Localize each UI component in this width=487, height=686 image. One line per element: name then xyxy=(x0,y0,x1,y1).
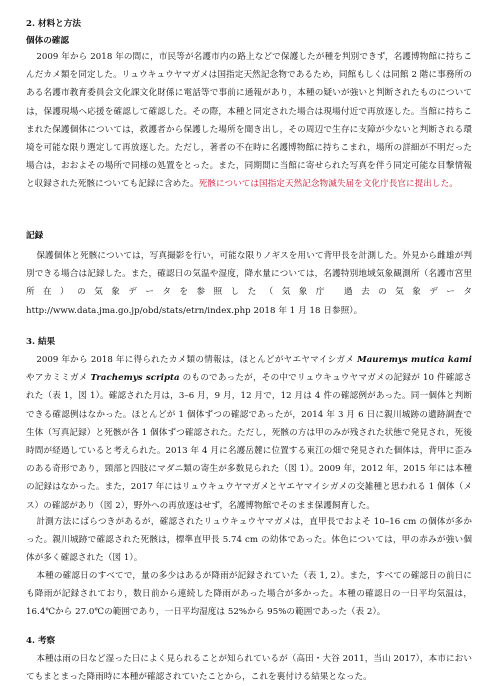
section3-paragraph3-text: 本種の確認日のすべてで，量の多少はあるが降雨が記録されていた（表 1, 2）。また，すべての確認日の前日にも降雨が記録されており，数日前から連続した降雨があった場合が多かった。本種の確認日の一日平均気温は，16.4℃から 27.0℃の範囲であり，一日平均湿度は 52%から 95%の範囲であった（表 2）。 xyxy=(26,571,472,618)
section3-paragraph2-text: 計測方法にばらつきがあるが，確認されたリュウキュウヤマガメは，直甲長でおよそ 10–16 cm の個体が多かった。親川城跡で確認された死骸は，標準直甲長 5.74 cm の幼体であった。体色については，甲の赤みが強い個体が多く確認された（図 1）。 xyxy=(26,517,472,564)
section3-heading: 3. 結果 xyxy=(26,337,56,347)
section2-paragraph1 xyxy=(26,48,472,194)
section3-paragraph1-text-a: 2009 年から 2018 年に得られたカメ類の情報は，ほとんどがヤエヤマイシガメ xyxy=(36,355,358,365)
species-name-trachemys: Trachemys scripta xyxy=(90,373,180,384)
section4-paragraph1-text: 本種は雨の日など湿った日によく見られることが知られているが（高田・大谷 2011，当山 2017），本市においてもまとまった降雨時に本種が確認されていたことから，これを裏付ける結果となった。 xyxy=(26,654,472,683)
section2-subheading-individuals: 個体の確認 xyxy=(26,36,69,46)
section2-paragraph1-red-text: 死骸については国指定天然記念物滅失届を文化庁長官に提出した。 xyxy=(198,179,458,190)
section3-paragraph1 xyxy=(26,351,472,515)
section3-paragraph1-text-c: のものであったが，その中でリュウキュウヤマガメの記録が 10 件確認された（表 1，図 1）。確認された月は，3–6 月，9 月，12 月で，12 月は 4 件の確認例があった。同一個体と判断できる確認例はなかった。ほとんどが 1 個体ずつの確認であったが，2014 年 3 月 6 日に親川城跡の遺跡調査で生体（写真記録）と死骸が各 1 個体ずつ確認された。ただし，死骸の方は甲のみが残された状態で発見され，死後時間が経過していると考えられた。2013 年 4 月に名護岳麓に位置する東江の畑で発見された個体は，背甲に歪みのある奇形であり，頸部と四肢にマダニ類の寄生が多数見られた（図 1）。2009 年，2012 年，2015 年には本種の記録はなかった。また，2017 年にはリュウキュウヤマガメとヤエヤマイシガメの交雑種と思われる 1 個体（メス）の確認があり（図 2），野外への再放逐はせず，名護博物館でそのまま保護飼育した。 xyxy=(26,373,472,511)
section3-paragraph1-text-b: やアカミミガメ xyxy=(26,373,91,384)
section2-heading: 2. 材料と方法 xyxy=(26,19,81,29)
section2-subheading-records: 記録 xyxy=(26,231,44,241)
section4-heading: 4. 考察 xyxy=(26,636,56,646)
section2-paragraph1-text: 2009 年から 2018 年の間に，市民等が名護市内の路上などで保護したが種を判別できず，名護博物館に持ちこんだカメ類を同定した。リュウキュウヤマガメは国指定天然記念物であるため，同館もしくは同館 2 階に事務所のある名護市教育委員会文化課文化財係に電話等で事前に通報があり，本種の疑いが強いと判断されたものについては，保護現場へ応援を確認して確認した。その際，本種と同定された場合は現場付近で再放逐した。当館に持ちこまれた保護個体については，救護者から保護した場所を聞き出し，その周辺で生存に支障が少ないと判断される環境を可能な限り選定して再放逐した。ただし，著者の不在時に名護博物館に持ちこまれ，場所の詳細が不明だった場合は，おおよその場所で同様の処置をとった。また，同期間に当館に寄せられた写真を伴う同定可能な目撃情報と収録された死骸についても記録に含めた。 xyxy=(26,52,472,190)
section3-paragraph2 xyxy=(26,513,472,568)
section4-paragraph1 xyxy=(26,650,472,686)
section2-paragraph2-text: 保護個体と死骸については，写真撮影を行い，可能な限りノギスを用いて背甲長を計測した。外見から雌雄が判別できる場合は記録した。また，確認日の気温や湿度，降水量については，名護特別地域気象観測所（名護市宮里所在）の気象データを参照した（気象庁 過去の気象データ http://www.data.jma.go.jp/obd/stats/etrn/index.php 2018 年 1 月 18 日参照）。 xyxy=(26,251,472,316)
section2-paragraph2 xyxy=(26,247,472,320)
species-name-mauremys: Mauremys mutica kami xyxy=(357,355,472,365)
section3-paragraph3 xyxy=(26,567,472,622)
